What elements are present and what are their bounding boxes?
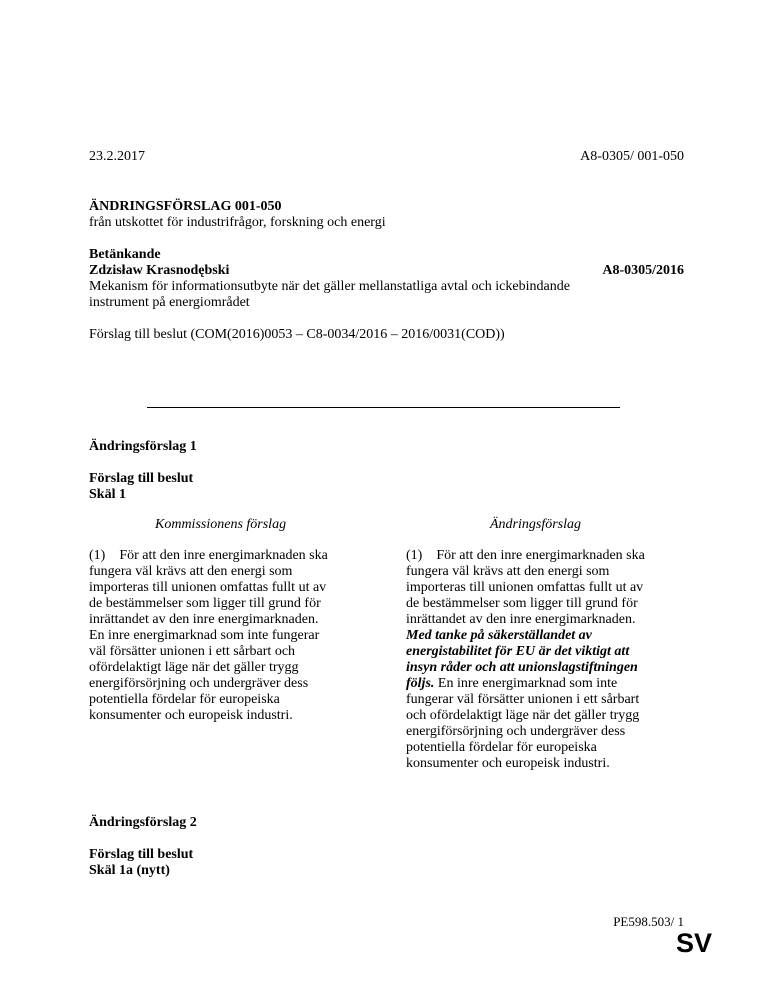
amendment-text-line: inrättandet av den inre energimarknaden.: [406, 612, 636, 627]
added-text-line: Med tanke på säkerställandet av: [406, 628, 592, 643]
plain-text-tail: En inre energimarknad som inte: [434, 676, 618, 691]
amendment-2-proposal: Förslag till beslut: [89, 847, 194, 862]
committee-subtitle: från utskottet för industrifrågor, forskning och energi: [89, 215, 386, 230]
amendment-text-line: och ofördelaktigt läge när det gäller trygg: [406, 708, 640, 723]
report-label: Betänkande: [89, 247, 161, 262]
commission-text-line: väl försätter unionen i ett sårbart och: [89, 644, 296, 659]
amendment-text-line: konsumenter och europeisk industri.: [406, 756, 610, 771]
commission-text-line: importeras till unionen omfattas fullt ut av: [89, 580, 327, 595]
amendment-1-recital: Skäl 1: [89, 487, 126, 502]
document-date: 23.2.2017: [89, 149, 145, 164]
amendment-1-heading: Ändringsförslag 1: [89, 439, 197, 454]
amendment-2-heading: Ändringsförslag 2: [89, 815, 197, 830]
amendment-text-line: fungerar väl försätter unionen i ett sårbart: [406, 692, 640, 707]
document-reference: A8-0305/ 001-050: [580, 149, 684, 164]
commission-text-line: inrättandet av den inre energimarknaden.: [89, 612, 319, 627]
report-title-line-2: instrument på energiområdet: [89, 295, 250, 310]
commission-text-line: de bestämmelser som ligger till grund för: [89, 596, 321, 611]
added-text-tail: följs.: [406, 676, 435, 691]
report-title-line-1: Mekanism för informationsutbyte när det gäller mellanstatliga avtal och ickebindande: [89, 279, 570, 294]
rapporteur-name: Zdzisław Krasnodębski: [89, 263, 230, 278]
commission-text-column: [89, 548, 364, 724]
added-text-line: insyn råder och att unionslagstiftningen: [406, 660, 638, 675]
amendment-text-line: energiförsörjning och undergräver dess: [406, 724, 626, 739]
commission-text-line: konsumenter och europeisk industri.: [89, 708, 293, 723]
amendment-text-line: de bestämmelser som ligger till grund för: [406, 596, 638, 611]
commission-text-line: En inre energimarknad som inte fungerar: [89, 628, 320, 643]
commission-text-line: fungera väl krävs att den energi som: [89, 564, 293, 579]
amendment-header: Ändringsförslag: [490, 517, 582, 532]
commission-text-line: energiförsörjning och undergräver dess: [89, 676, 309, 691]
amendment-text-line: potentiella fördelar för europeiska: [406, 740, 597, 755]
amendment-text-line: importeras till unionen omfattas fullt ut av: [406, 580, 644, 595]
mixed-text-line: [406, 676, 681, 692]
commission-text-line: ofördelaktigt läge när det gäller trygg: [89, 660, 299, 675]
added-text-line: energistabilitet för EU är det viktigt att: [406, 644, 630, 659]
report-number: A8-0305/2016: [602, 263, 684, 278]
language-code: SV: [675, 928, 712, 958]
amendment-2-recital: Skäl 1a (nytt): [89, 863, 170, 878]
commission-proposal-header: Kommissionens förslag: [155, 517, 287, 532]
page-reference: PE598.503/ 1: [613, 914, 684, 929]
commission-text-line: potentiella fördelar för europeiska: [89, 692, 280, 707]
commission-text-line: (1) För att den inre energimarknaden ska: [89, 548, 328, 563]
horizontal-divider: [147, 407, 620, 408]
procedure-reference: Förslag till beslut (COM(2016)0053 – C8-0034/2016 – 2016/0031(COD)): [89, 327, 505, 342]
amendment-1-proposal: Förslag till beslut: [89, 471, 194, 486]
amendment-text-line: (1) För att den inre energimarknaden ska: [406, 548, 645, 563]
amendments-title: ÄNDRINGSFÖRSLAG 001-050: [89, 199, 282, 214]
amendment-text-line: fungera väl krävs att den energi som: [406, 564, 610, 579]
amendment-text-column: [406, 548, 681, 772]
